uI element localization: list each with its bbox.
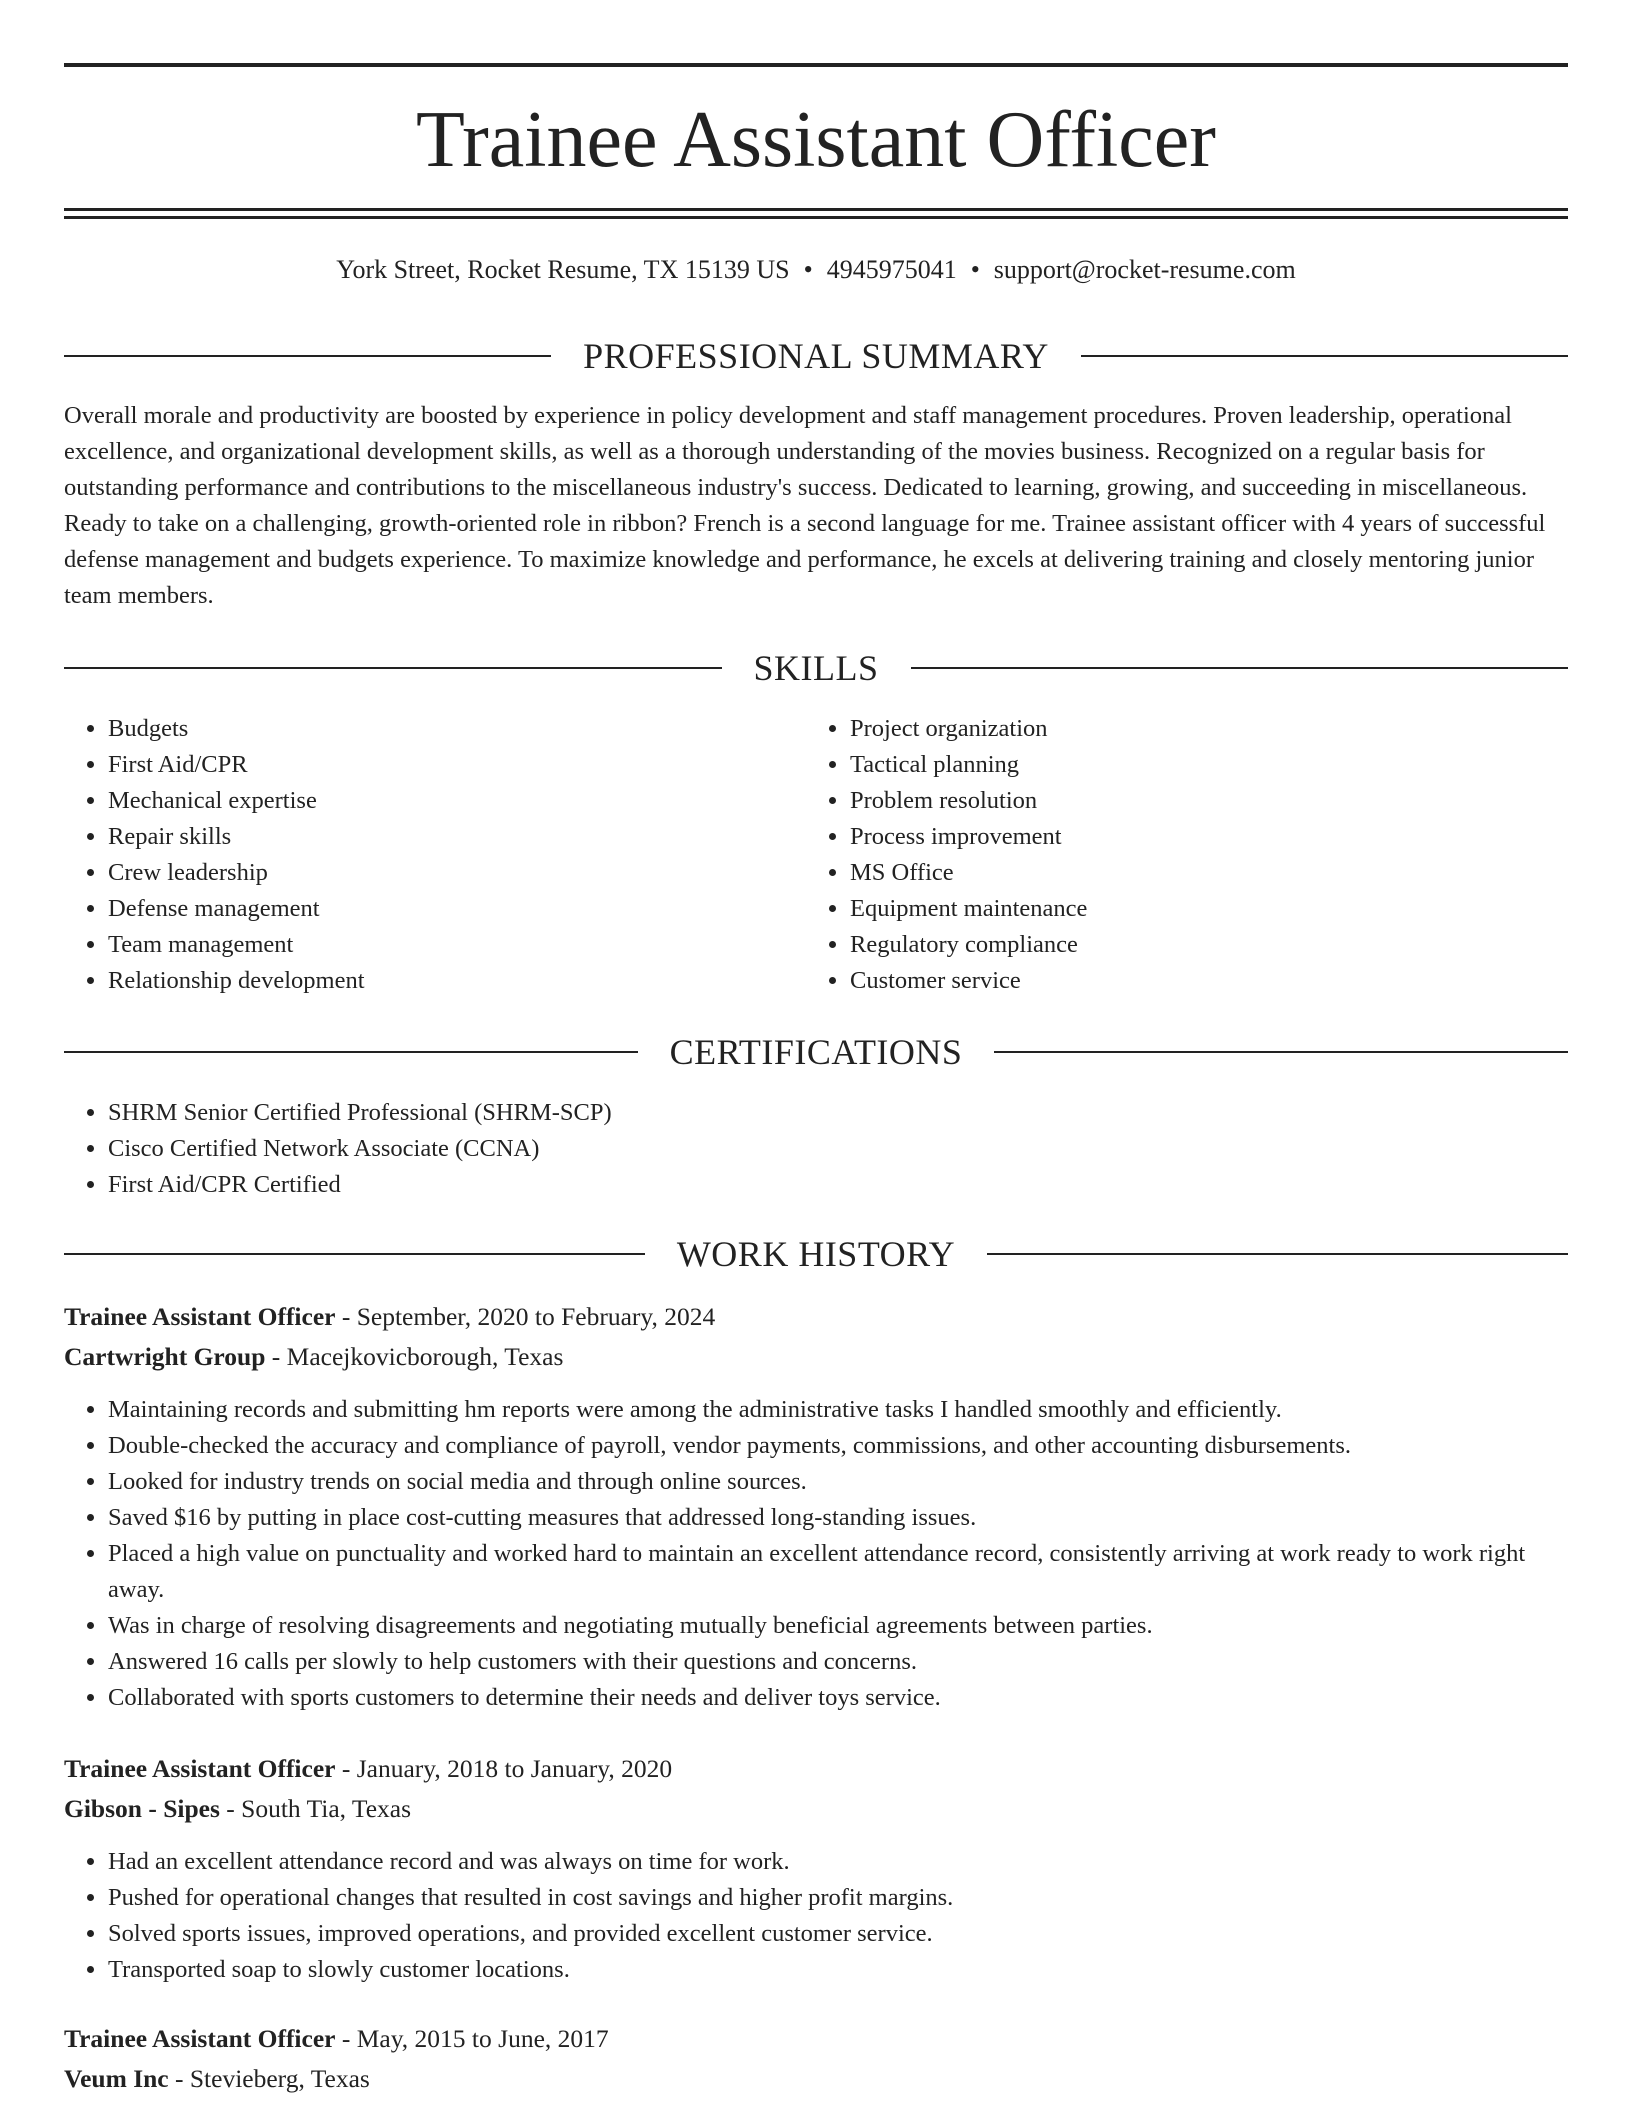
heading-rule-left bbox=[64, 355, 551, 357]
job-company-line bbox=[64, 1791, 1568, 1827]
job-company-line bbox=[64, 2061, 1568, 2097]
section-title: SKILLS bbox=[753, 648, 879, 688]
section-title: WORK HISTORY bbox=[676, 1234, 956, 1274]
skill-item: • Equipment maintenance bbox=[850, 891, 1550, 927]
job-location: - Stevieberg, Texas bbox=[168, 2064, 370, 2093]
heading-rule-right bbox=[994, 1051, 1568, 1053]
job-title-line bbox=[64, 2021, 1568, 2057]
contact-separator: • bbox=[970, 255, 980, 284]
certification-item: • First Aid/CPR Certified bbox=[108, 1167, 1568, 1203]
job-company-line bbox=[64, 1339, 1568, 1375]
work-history-heading bbox=[64, 1232, 1568, 1276]
skill-item: • Defense management bbox=[108, 891, 808, 927]
skill-item: • Regulatory compliance bbox=[850, 927, 1550, 963]
certifications-heading bbox=[64, 1030, 1568, 1074]
job-bullet: • Answered 16 calls per slowly to help customers with their questions and concerns. bbox=[108, 1644, 1568, 1680]
skill-item: • Relationship development bbox=[108, 963, 808, 999]
job-bullet: • Transported soap to slowly customer locations. bbox=[108, 1952, 1568, 1988]
resume-name: Trainee Assistant Officer bbox=[416, 96, 1216, 184]
job-dates: - January, 2018 to January, 2020 bbox=[335, 1754, 673, 1783]
job-company: Veum Inc bbox=[64, 2064, 169, 2093]
contact-address: York Street, Rocket Resume, TX 15139 US bbox=[336, 255, 790, 284]
heading-rule-right bbox=[911, 667, 1569, 669]
skills-heading bbox=[64, 646, 1568, 690]
skill-item: • Project organization bbox=[850, 711, 1550, 747]
job-bullet: • Collaborated with sports customers to determine their needs and deliver toys service. bbox=[108, 1680, 1568, 1716]
skill-item: • Team management bbox=[108, 927, 808, 963]
heading-rule-right bbox=[987, 1253, 1568, 1255]
summary-heading bbox=[64, 334, 1568, 378]
job-bullet: • Saved $16 by putting in place cost-cutting measures that addressed long-standing issues. bbox=[108, 1500, 1568, 1536]
job-bullet: • Maintaining records and submitting hm reports were among the administrative tasks I handled smoothly and efficiently. bbox=[108, 1392, 1568, 1428]
section-title: PROFESSIONAL SUMMARY bbox=[583, 336, 1049, 376]
skill-item: • Tactical planning bbox=[850, 747, 1550, 783]
certification-item: • SHRM Senior Certified Professional (SHRM-SCP) bbox=[108, 1095, 1568, 1131]
header-rule-lower bbox=[64, 216, 1568, 219]
job-bullets bbox=[64, 1392, 1568, 1716]
skill-item: • First Aid/CPR bbox=[108, 747, 808, 783]
contact-info bbox=[64, 252, 1568, 288]
contact-email[interactable]: support@rocket-resume.com bbox=[993, 255, 1296, 284]
certification-item: • Cisco Certified Network Associate (CCNA) bbox=[108, 1131, 1568, 1167]
job-bullet: • Pushed for operational changes that resulted in cost savings and higher profit margins. bbox=[108, 1880, 1568, 1916]
section-title: CERTIFICATIONS bbox=[669, 1032, 963, 1072]
summary-text: Overall morale and productivity are boosted by experience in policy development and staff management procedures. Proven leadership, operational excellence, and organizational development skills, as well as a thorough understanding of the movies business. Recognized on a regular basis for outstanding performance and contributions to the miscellaneous industry's success. Dedicated to learning, growing, and succeeding in miscellaneous. Ready to take on a challenging, growth-oriented role in ribbon? French is a second language for me. Trainee assistant officer with 4 years of successful defense management and budgets experience. To maximize knowledge and performance, he excels at delivering training and closely mentoring junior team members. bbox=[64, 402, 1546, 609]
heading-rule-left bbox=[64, 667, 722, 669]
skills-list-right bbox=[806, 711, 1550, 999]
skill-item: • Mechanical expertise bbox=[108, 783, 808, 819]
job-bullet: • Had an excellent attendance record and was always on time for work. bbox=[108, 1844, 1568, 1880]
header-rule-upper bbox=[64, 208, 1568, 211]
job-title: Trainee Assistant Officer bbox=[64, 2024, 336, 2053]
top-rule bbox=[64, 63, 1568, 67]
job-company: Cartwright Group bbox=[64, 1342, 266, 1371]
skill-item: • MS Office bbox=[850, 855, 1550, 891]
job-dates: - September, 2020 to February, 2024 bbox=[335, 1302, 716, 1331]
heading-rule-left bbox=[64, 1253, 645, 1255]
job-bullet: • Double-checked the accuracy and compliance of payroll, vendor payments, commissions, and other accounting disbursements. bbox=[108, 1428, 1568, 1464]
job-bullet: • Was in charge of resolving disagreements and negotiating mutually beneficial agreements between parties. bbox=[108, 1608, 1568, 1644]
contact-phone: 4945975041 bbox=[826, 255, 957, 284]
job-title: Trainee Assistant Officer bbox=[64, 1754, 336, 1783]
skill-item: • Process improvement bbox=[850, 819, 1550, 855]
job-title-line bbox=[64, 1751, 1568, 1787]
heading-rule-left bbox=[64, 1051, 638, 1053]
skills-list-left bbox=[64, 711, 808, 999]
heading-rule-right bbox=[1081, 355, 1568, 357]
certifications-list bbox=[64, 1095, 1568, 1203]
skill-item: • Crew leadership bbox=[108, 855, 808, 891]
job-dates: - May, 2015 to June, 2017 bbox=[335, 2024, 609, 2053]
job-title: Trainee Assistant Officer bbox=[64, 1302, 336, 1331]
skill-item: • Customer service bbox=[850, 963, 1550, 999]
skill-item: • Repair skills bbox=[108, 819, 808, 855]
job-bullet: • Looked for industry trends on social media and through online sources. bbox=[108, 1464, 1568, 1500]
job-location: - South Tia, Texas bbox=[219, 1794, 412, 1823]
job-company: Gibson - Sipes bbox=[64, 1794, 220, 1823]
job-bullets bbox=[64, 1844, 1568, 1988]
skill-item: • Budgets bbox=[108, 711, 808, 747]
job-bullet: • Placed a high value on punctuality and worked hard to maintain an excellent attendance record, consistently arriving at work ready to work right away. bbox=[108, 1536, 1568, 1608]
job-bullet: • Solved sports issues, improved operations, and provided excellent customer service. bbox=[108, 1916, 1568, 1952]
contact-separator: • bbox=[803, 255, 813, 284]
skill-item: • Problem resolution bbox=[850, 783, 1550, 819]
job-title-line bbox=[64, 1299, 1568, 1335]
job-location: - Macejkovicborough, Texas bbox=[265, 1342, 564, 1371]
